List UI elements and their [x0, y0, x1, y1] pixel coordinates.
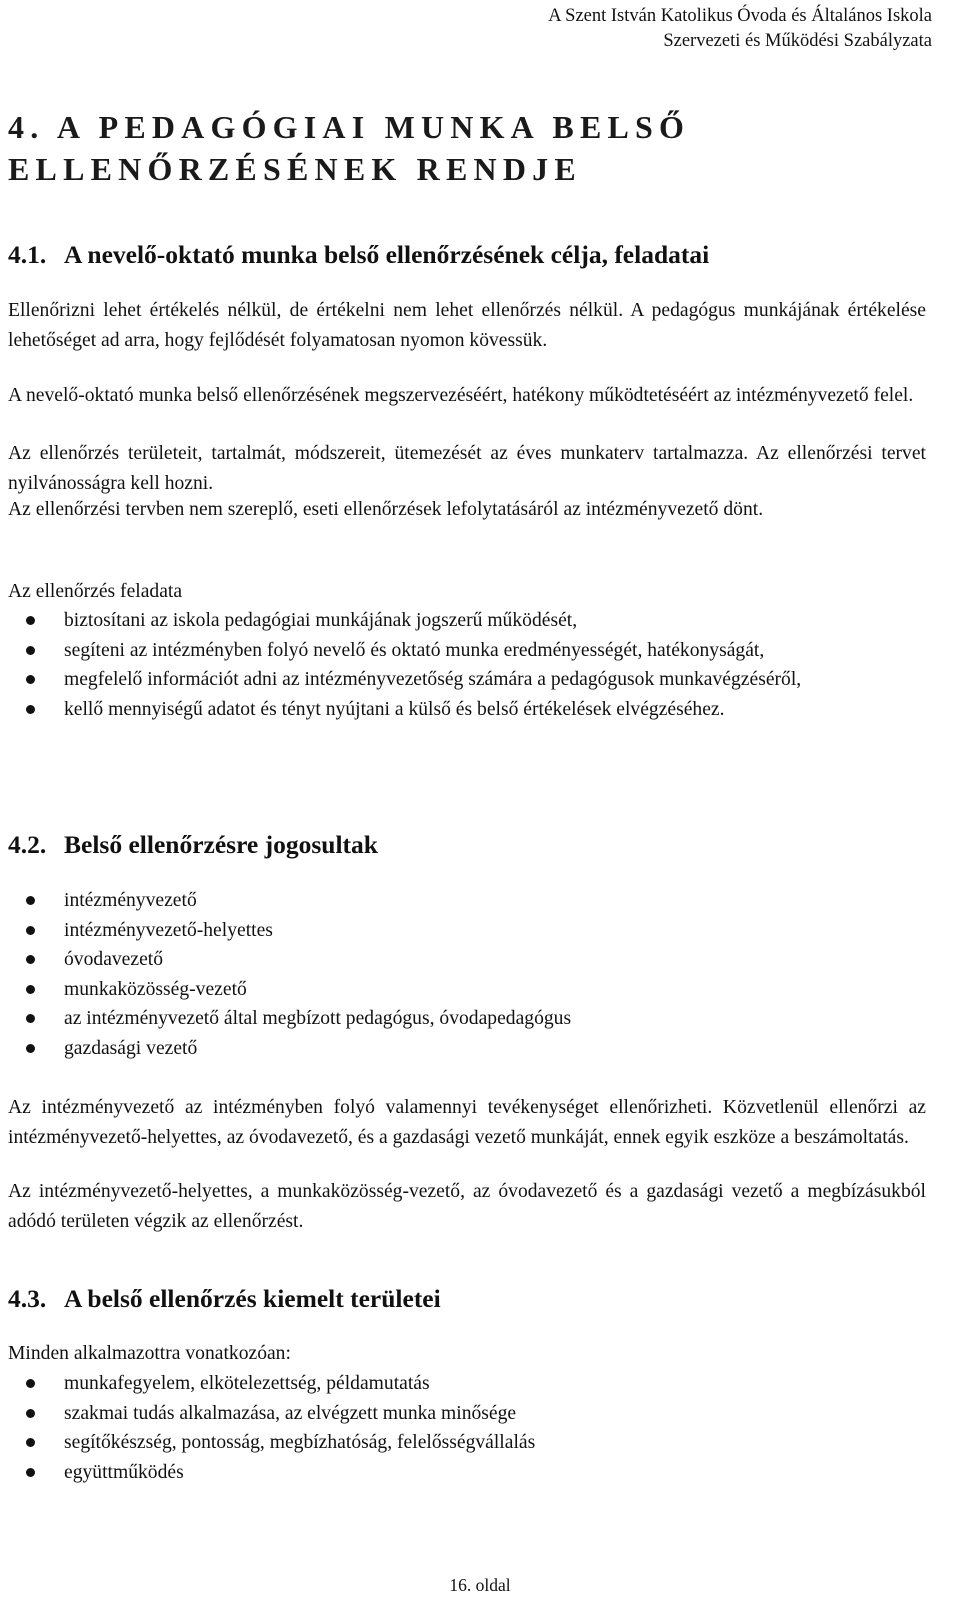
tasks-list — [8, 606, 926, 724]
list-item: szakmai tudás alkalmazása, az elvégzett munka minősége — [8, 1399, 926, 1429]
bullet-icon — [26, 1379, 35, 1388]
paragraph-delegated-control: Az intézményvezető-helyettes, a munkaközösség-vezető, az óvodavezető és a gazdasági vezető a megbízásukból adódó területen végzik az ellenőrzést. — [8, 1181, 926, 1232]
areas-intro: Minden alkalmazottra vonatkozóan: — [8, 1343, 291, 1364]
bullet-icon — [26, 1468, 35, 1477]
list-item: segíteni az intézményben folyó nevelő és oktató munka eredményességét, hatékonyságát, — [8, 636, 926, 666]
bullet-icon — [26, 705, 35, 714]
bullet-icon — [26, 926, 35, 935]
tasks-intro: Az ellenőrzés feladata — [8, 581, 183, 602]
paragraph-responsibility: A nevelő-oktató munka belső ellenőrzésének megszervezéséért, hatékony működtetéséért az intézményvezető felel. — [8, 385, 914, 406]
list-item: intézményvezető-helyettes — [8, 916, 926, 946]
bullet-icon — [26, 1438, 35, 1447]
section-number: 4.2. — [8, 830, 47, 859]
chapter-title: 4. A PEDAGÓGIAI MUNKA BELSŐ ELLENŐRZÉSÉNEK RENDJE — [8, 109, 691, 187]
section-heading-4-3 — [8, 1282, 441, 1316]
paragraph-ad-hoc-checks: Az ellenőrzési tervben nem szereplő, eseti ellenőrzések lefolytatásáról az intézményvezető dönt. — [8, 499, 764, 520]
bullet-icon — [26, 1014, 35, 1023]
authorized-roles-list — [8, 886, 926, 1063]
priority-areas-list — [8, 1369, 926, 1487]
list-item: megfelelő információt adni az intézményvezetőség számára a pedagógusok munkavégzéséről, — [8, 665, 926, 695]
bullet-icon — [26, 1044, 35, 1053]
bullet-icon — [26, 675, 35, 684]
section-title: A nevelő-oktató munka belső ellenőrzésének célja, feladatai — [64, 240, 710, 269]
list-item: gazdasági vezető — [8, 1034, 926, 1064]
section-heading-4-2 — [8, 828, 378, 862]
bullet-icon — [26, 955, 35, 964]
list-item: munkafegyelem, elkötelezettség, példamutatás — [8, 1369, 926, 1399]
bullet-icon — [26, 616, 35, 625]
list-item: együttműködés — [8, 1458, 926, 1488]
bullet-icon — [26, 1409, 35, 1418]
list-item: biztosítani az iskola pedagógiai munkájának jogszerű működését, — [8, 606, 926, 636]
list-item: kellő mennyiségű adatot és tényt nyújtani a külső és belső értékelések elvégzéséhez. — [8, 695, 926, 725]
page-number: 16. oldal — [449, 1575, 511, 1595]
section-title: A belső ellenőrzés kiemelt területei — [64, 1284, 441, 1313]
section-number: 4.3. — [8, 1284, 47, 1313]
header-document-name: Szervezeti és Működési Szabályzata — [663, 31, 932, 51]
bullet-icon — [26, 896, 35, 905]
paragraph-work-plan: Az ellenőrzés területeit, tartalmát, módszereit, ütemezését az éves munkaterv tartalmazza. Az ellenőrzési tervet nyilvánosságra kell hozni. — [8, 443, 926, 494]
header-institution-name: A Szent István Katolikus Óvoda és Általános Iskola — [548, 6, 932, 26]
list-item: intézményvezető — [8, 886, 926, 916]
section-number: 4.1. — [8, 240, 47, 269]
list-item: munkaközösség-vezető — [8, 975, 926, 1005]
section-heading-4-1 — [8, 238, 709, 272]
list-item: óvodavezető — [8, 945, 926, 975]
running-header — [548, 4, 932, 54]
paragraph-director-control: Az intézményvezető az intézményben folyó valamennyi tevékenységet ellenőrizheti. Közvetlenül ellenőrzi az intézményvezető-helyettes, az óvodavezető, és a gazdasági vezető munkáját, ennek egyik eszköze a beszámoltatás. — [8, 1097, 926, 1148]
paragraph-evaluation: Ellenőrizni lehet értékelés nélkül, de értékelni nem lehet ellenőrzés nélkül. A pedagógus munkájának értékelése lehetőséget ad arra, hogy fejlődését folyamatosan nyomon kövessük. — [8, 300, 926, 351]
list-item: az intézményvezető által megbízott pedagógus, óvodapedagógus — [8, 1004, 926, 1034]
bullet-icon — [26, 646, 35, 655]
list-item: segítőkészség, pontosság, megbízhatóság, felelősségvállalás — [8, 1428, 926, 1458]
bullet-icon — [26, 985, 35, 994]
section-title: Belső ellenőrzésre jogosultak — [64, 830, 378, 859]
